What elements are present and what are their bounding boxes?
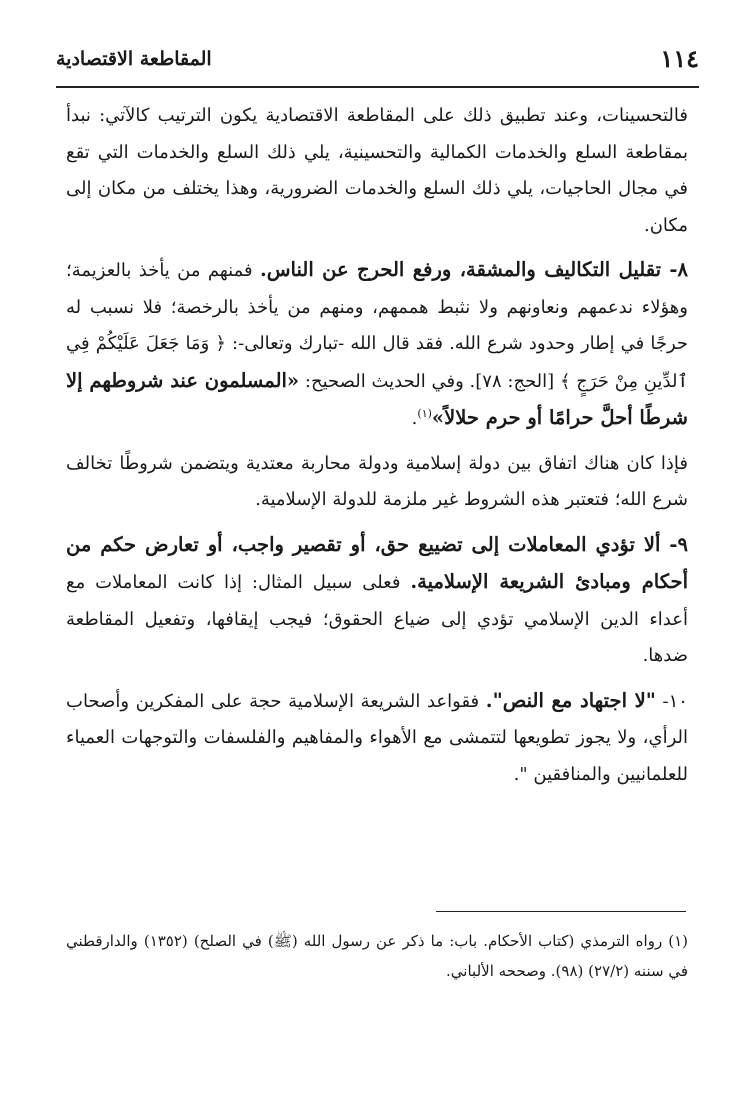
footnote — [66, 926, 688, 986]
footnote-reference: (١) — [417, 407, 432, 420]
paragraph-3 — [66, 446, 688, 519]
hadith-quote: «المسلمون عند شروطهم إلا شرطًا أحلَّ حرامًا أو حرم حلالاً» — [66, 368, 688, 429]
paragraph-4-text: فعلى سبيل المثال: إذا كانت المعاملات مع أعداء الدين الإسلامي تؤدي إلى ضياع الحقوق؛ فيجب إيقافها، وتفعيل المقاطعة ضدها. — [66, 572, 688, 666]
paragraph-5-text: فقواعد الشريعة الإسلامية حجة على المفكرين وأصحاب الرأي، ولا يجوز تطويعها لتتمشى مع الأهواء والمفاهيم والفلسفات والتوجهات العمياء للعلمانيين والمنافقين ". — [66, 690, 688, 785]
paragraph-1-text: فالتحسينات، وعند تطبيق ذلك على المقاطعة الاقتصادية يكون الترتيب كالآتي: نبدأ بمقاطعة السلع والخدمات الكمالية والتحسينية، يلي ذلك السلع والخدمات التي تقع في مجال الحاجيات، يلي ذلك السلع والخدمات الضرورية، وهذا يختلف من مكان إلى مكان. — [66, 105, 688, 236]
body-text — [66, 98, 688, 801]
paragraph-1 — [66, 98, 688, 244]
header-rule — [56, 86, 699, 88]
footnote-rule — [436, 911, 686, 912]
paragraph-3-text: فإذا كان هناك اتفاق بين دولة إسلامية ودولة محاربة معتدية ويتضمن شروطًا تخالف شرع الله؛ فتعتبر هذه الشروط غير ملزمة للدولة الإسلامية. — [66, 452, 688, 510]
paragraph-2-tail: . — [411, 408, 418, 429]
paragraph-4-heading: ٩- ألا تؤدي المعاملات إلى تضييع حق، أو تقصير واجب، أو تعارض حكم من أحكام ومبادئ الشريعة الإسلامية. — [66, 532, 688, 593]
footnote-text: (١) رواه الترمذي (كتاب الأحكام. باب: ما ذكر عن رسول الله (ﷺ) في الصلح) (١٣٥٢) والدارقطني في سننه (٢٧/٢) (٩٨). وصححه الألباني. — [66, 932, 689, 980]
page-number: ١١٤ — [660, 44, 699, 73]
paragraph-2-heading: ٨- تقليل التكاليف والمشقة، ورفع الحرج عن الناس. — [259, 258, 689, 281]
paragraph-5-heading: "لا اجتهاد مع النص". — [485, 688, 656, 712]
running-title: المقاطعة الاقتصادية — [56, 48, 212, 70]
paragraph-5 — [66, 683, 688, 794]
page-header — [56, 42, 699, 82]
paragraph-5-number: ١٠- — [655, 690, 688, 712]
paragraph-4 — [66, 527, 688, 675]
paragraph-2 — [66, 252, 688, 438]
paragraph-2-text: فمنهم من يأخذ بالعزيمة؛ وهؤلاء ندعمهم ونعاونهم ولا نثبط هممهم، ومنهم من يأخذ بالرخصة؛ فلا نسبب له حرجًا في إطار وحدود شرع الله. فقد قال الله -تبارك وتعالى-: ﴿ وَمَا جَعَلَ عَلَيْكُمْ فِي ٱلدِّينِ مِنْ حَرَجٍ ﴾ [الحج: ٧٨]. وفي الحديث الصحيح: — [66, 260, 688, 392]
